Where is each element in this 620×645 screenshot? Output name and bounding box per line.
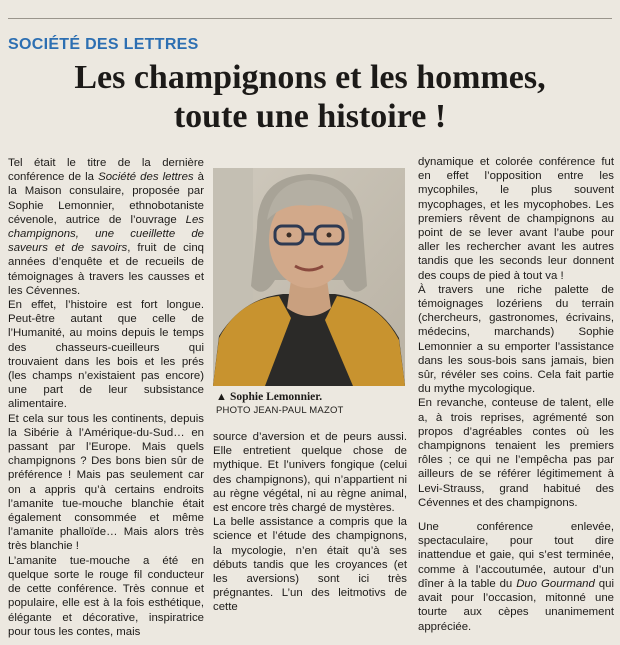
col1-paragraph-4: L’amanite tue-mouche a été en quelque sorte le rouge fil conducteur de cette conférence. Très connue et populaire, elle est à la fois esthétique, élégante et décorative, inspiratrice pour tous les contes, mais: [8, 554, 204, 638]
text-run: qui avait pour l’occasion, mitonné une tourte aux cèpes unanimement appréciée.: [418, 577, 614, 633]
photo-credit: PHOTO JEAN-PAUL MAZOT: [216, 405, 344, 416]
text-run-italic: Société des lettres: [98, 171, 194, 184]
top-rule: [8, 18, 612, 19]
col3-paragraph-2: À travers une riche palette de témoignages lozériens du terrain (chercheurs, gastronomes, écrivains, médecins, marchands) Sophie Lemonnier a su emporter l’assistance dans les sous-bois sans jamais, bien sûr, révéler ses coins. Cela fait partie du mythe mycologique.: [418, 283, 614, 396]
headline: [0, 58, 620, 136]
text-run: Tel était le titre de la dernière conférence de la: [8, 157, 204, 184]
headline-line-2: toute une histoire !: [173, 98, 447, 135]
photo-caption: [216, 390, 344, 418]
col2-paragraph-2: La belle assistance a compris que la science et l’étude des champignons, la mycologie, n’en était qu’à ses débuts tandis que les croyances (et les aversions) sont ici très prégnantes. L’un des leitmotivs de cette: [213, 516, 407, 614]
restaurant-name: Duo Gourmand: [516, 577, 595, 590]
caption-triangle-icon: ▲: [216, 391, 227, 403]
caption-name: Sophie Lemonnier.: [229, 391, 323, 403]
column-1: [8, 156, 204, 639]
text-run: Une conférence enlevée, spectaculaire, pour tout dire inattendue et gaie, qui s’est terminée, comme à l’accoutumée, autour d’un dîner à la table du: [418, 521, 614, 590]
col1-paragraph-3: Et cela sur tous les continents, depuis la Sibérie à l’Amérique-du-Sud… en passant par l’Europe. Mais quels champignons ? Des bons bien sûr de préférence ! Mais pas seulement car on a appris qu’à certains endroits l’amanite tue-mouche blanchie était également consommée et même l’amanite phalloïde… Mais alors très très blanchie !: [8, 412, 204, 553]
portrait-illustration: [213, 168, 405, 386]
column-3: [418, 155, 614, 634]
col2-paragraph-1: source d’aversion et de peurs aussi. Elle entretient quelque chose de mythique. Et l’univers fongique (celui des champignons), qui n’appartient ni au règne végétal, ni au règne animal, est encore très chargé de mystères.: [213, 431, 407, 515]
headline-line-1: Les champignons et les hommes,: [74, 59, 546, 96]
paragraph-gap: [418, 510, 614, 520]
book-title: Les champignons, une cueillette de saveurs et de savoirs: [8, 213, 204, 255]
col3-paragraph-1: dynamique et colorée conférence fut en effet l’opposition entre les mycophiles, le plus souvent mycophages, et les mycophobes. Les premiers rêvent de champignons au point de se lever avant l’aube pour aller les rechercher avant les autres tandis que les seconds leur donnent des coups de pied à tout va !: [418, 156, 614, 282]
portrait-photo: [213, 168, 405, 386]
col1-paragraph-2: En effet, l’histoire est fort longue. Peut-être autant que celle de l’Humanité, au moins depuis le temps des chasseurs-cueilleurs qui trouvaient dans les bois et les prés (les champs n’existaient pas encore) une part de leur subsistance alimentaire.: [8, 299, 204, 411]
section-kicker: SOCIÉTÉ DES LETTRES: [8, 36, 199, 53]
col3-paragraph-3: En revanche, conteuse de talent, elle a, à trois reprises, agrémenté son propos d’agréables contes où les champignons tenaient les premiers rôles ; ce qui ne l’empêcha pas par ailleurs de se référer légitimement à Levi-Strauss, grand habitué des Cévennes et des champignons.: [418, 397, 614, 509]
text-run: à la Maison consulaire, proposée par Sophie Lemonnier, ethnobotaniste cévenole, autrice de l’ouvrage: [8, 171, 205, 226]
column-2: [213, 430, 407, 615]
col3-paragraph-4: [418, 520, 614, 634]
col1-paragraph-1: [8, 156, 204, 298]
text-run: , fruit de cinq années d’enquête et de recueils de témoignages à travers les causses et les Cévennes.: [8, 242, 204, 297]
